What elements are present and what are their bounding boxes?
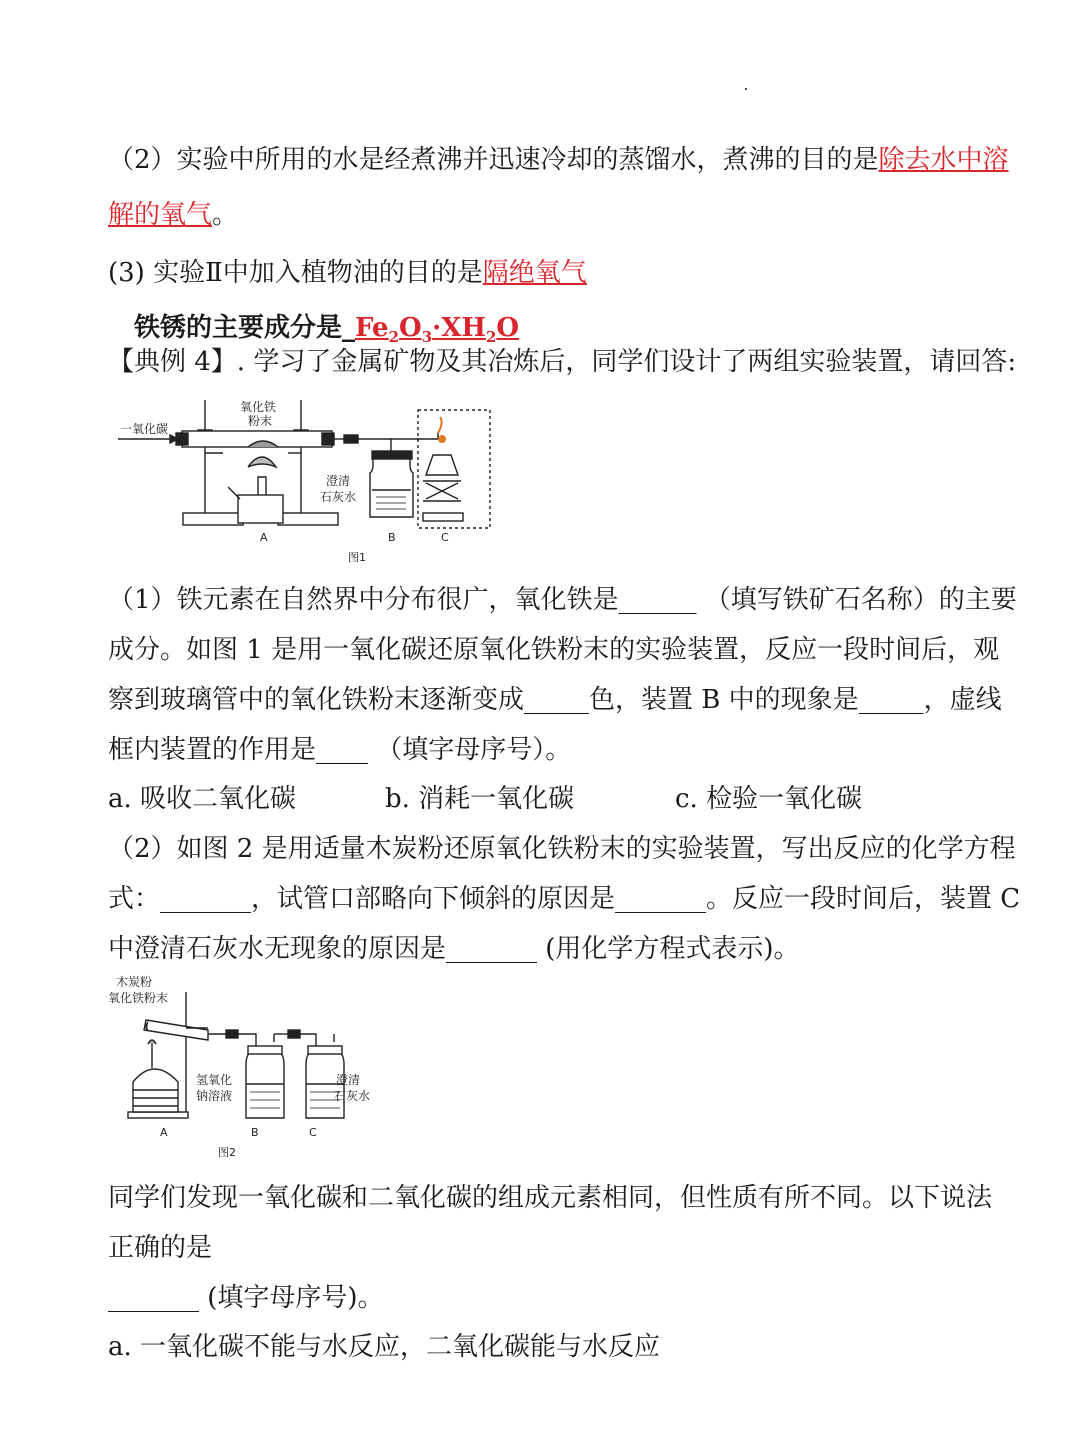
- p2-line2: 式：_______，试管口部略向下倾斜的原因是_______。反应一段时间后，装置 C: [108, 884, 1021, 914]
- q3-prefix: (3) 实验Ⅱ中加入植物油的目的是: [108, 258, 483, 288]
- fig2-label-a: A: [160, 1126, 168, 1139]
- fig1-label-a: A: [260, 531, 268, 544]
- limewater-label-1: 澄清: [326, 474, 351, 488]
- naoh-label-1: 氢氧化: [196, 1073, 233, 1087]
- q3-line: [108, 256, 587, 290]
- q2-line1: [108, 143, 1009, 177]
- p1-line3: 察到玻璃管中的氧化铁粉末逐渐变成_____色，装置 B 中的现象是_____，虚线: [108, 685, 1002, 715]
- rust-formula: $Fe_2O_3\cdot XH_2O$: [355, 313, 520, 347]
- q2-prefix: （2）实验中所用的水是经煮沸并迅速冷却的蒸馏水，煮沸的目的是: [108, 145, 879, 175]
- q2-end: 。: [212, 200, 239, 230]
- speck: [745, 88, 747, 90]
- fig1-caption: 图1: [348, 551, 366, 564]
- q2-answer-part2: 解的氧气: [108, 200, 213, 230]
- example4-heading: 【典例 4】. 学习了金属矿物及其冶炼后，同学们设计了两组实验装置，请回答:: [108, 347, 1017, 377]
- fig2-limewater-label-2: 石灰水: [334, 1089, 371, 1103]
- option-1c: c. 检验一氧化碳: [675, 784, 863, 814]
- limewater-label-2: 石灰水: [320, 490, 357, 504]
- p1-line4: 框内装置的作用是____ （填字母序号）。: [108, 735, 572, 765]
- fig2-label-b: B: [251, 1126, 259, 1139]
- p3-line3: _______ (填字母序号)。: [108, 1283, 384, 1313]
- fig2-powder-label: 氧化铁粉末: [108, 991, 169, 1005]
- option-1a: a. 吸收二氧化碳: [108, 784, 297, 814]
- fig2-caption: 图2: [218, 1146, 236, 1159]
- p2-line1: （2）如图 2 是用适量木炭粉还原氧化铁粉末的实验装置，写出反应的化学方程: [108, 834, 1016, 864]
- q3-answer: 隔绝氧气: [482, 258, 587, 288]
- figure-1: [108, 395, 508, 570]
- p3-line1: 同学们发现一氧化碳和二氧化碳的组成元素相同，但性质有所不同。以下说法: [108, 1183, 993, 1213]
- powder-label-2: 粉末: [248, 414, 273, 428]
- powder-label-1: 氧化铁: [240, 400, 277, 414]
- fig2-label-c: C: [309, 1126, 317, 1139]
- option-1b: b. 消耗一氧化碳: [385, 784, 575, 814]
- q2-answer-part1: 除去水中溶: [878, 145, 1009, 175]
- rust-prefix: 铁锈的主要成分是: [134, 313, 343, 343]
- p2-line3: 中澄清石灰水无现象的原因是_______ (用化学方程式表示)。: [108, 934, 800, 964]
- co-label: 一氧化碳: [120, 422, 169, 436]
- option-2a: a. 一氧化碳不能与水反应，二氧化碳能与水反应: [108, 1332, 661, 1362]
- p3-line2: 正确的是: [108, 1233, 213, 1263]
- naoh-label-2: 钠溶液: [196, 1089, 233, 1103]
- rust-underscore: _: [342, 313, 356, 343]
- p1-line1: （1）铁元素在自然界中分布很广，氧化铁是______ （填写铁矿石名称）的主要: [108, 585, 1017, 615]
- q2-line2: [108, 198, 238, 232]
- fig2-limewater-label-1: 澄清: [336, 1073, 361, 1087]
- charcoal-label: 木炭粉: [116, 975, 153, 989]
- fig1-label-b: B: [388, 531, 396, 544]
- p1-line2: 成分。如图 1 是用一氧化碳还原氧化铁粉末的实验装置，反应一段时间后，观: [108, 635, 1000, 665]
- fig1-label-c: C: [441, 531, 449, 544]
- figure-2: [108, 972, 388, 1167]
